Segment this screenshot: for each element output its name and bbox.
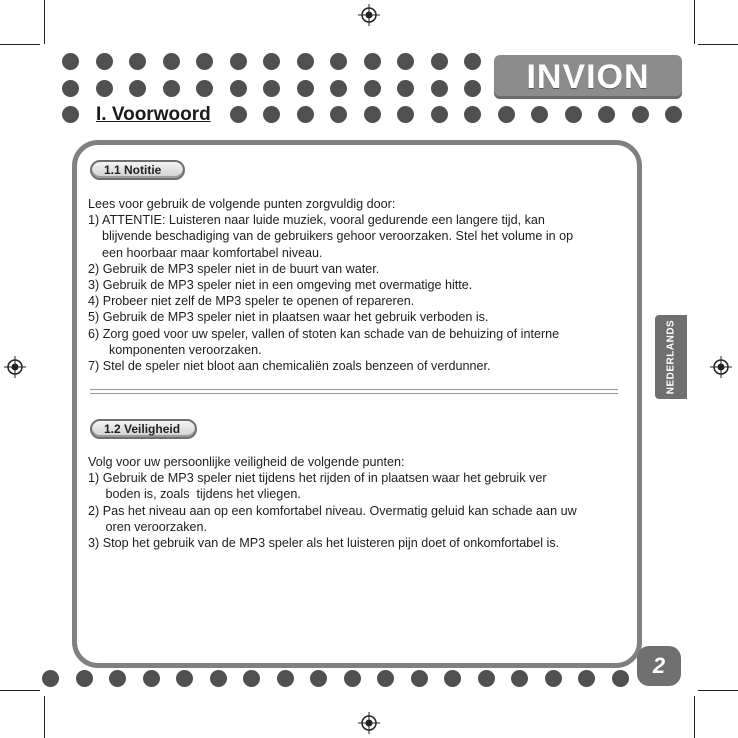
body-text-line: 2) Pas het niveau aan op een komfortabel niveau. Overmatig geluid kan schade aan uw [88, 503, 577, 518]
decorative-dot [230, 53, 247, 70]
decorative-dot [297, 106, 314, 123]
decorative-dot [431, 80, 448, 97]
decorative-dot [163, 53, 180, 70]
decorative-dot [464, 80, 481, 97]
decorative-dot [364, 80, 381, 97]
decorative-dot [263, 53, 280, 70]
decorative-dot [632, 106, 649, 123]
decorative-dot [62, 80, 79, 97]
brand-logo [494, 55, 682, 99]
divider [90, 393, 618, 394]
decorative-dot [578, 670, 595, 687]
decorative-dot [397, 53, 414, 70]
body-text-line: Lees voor gebruik de volgende punten zorgvuldig door: [88, 197, 396, 211]
body-text-line: 5) Gebruik de MP3 speler niet in plaatsen waar het gebruik verboden is. [88, 310, 489, 325]
decorative-dot [243, 670, 260, 687]
crop-mark [0, 690, 40, 691]
page-heading: I. Voorwoord [96, 104, 215, 126]
crop-mark [698, 44, 738, 45]
body-text-line: 6) Zorg goed voor uw speler, vallen of stoten kan schade van de behuizing of interne [88, 326, 560, 341]
body-text-line: 2) Gebruik de MP3 speler niet in de buurt van water. [88, 261, 380, 276]
decorative-dot [478, 670, 495, 687]
decorative-dot [176, 670, 193, 687]
body-text-line: 3) Gebruik de MP3 speler niet in een omgeving met overmatige hitte. [88, 278, 473, 292]
decorative-dot [531, 106, 548, 123]
decorative-dot [364, 53, 381, 70]
section-title-notitie: 1.1 Notitie [90, 160, 185, 180]
decorative-dot [196, 53, 213, 70]
decorative-dot [598, 106, 615, 123]
crop-mark [44, 0, 45, 44]
decorative-dot [129, 80, 146, 97]
decorative-dot [444, 670, 461, 687]
decorative-dot [196, 80, 213, 97]
registration-mark-icon [358, 712, 380, 734]
body-text-line: 7) Stel de speler niet bloot aan chemicaliën zoals benzeen of verdunner. [88, 359, 491, 373]
decorative-dot [62, 53, 79, 70]
decorative-dot [498, 106, 515, 123]
decorative-dot [143, 670, 160, 687]
body-text-line: komponenten veroorzaken. [88, 342, 262, 357]
decorative-dot [210, 670, 227, 687]
decorative-dot [263, 80, 280, 97]
decorative-dot [230, 106, 247, 123]
body-text-line: 3) Stop het gebruik van de MP3 speler als het luisteren pijn doet of onkomfortabel is. [88, 536, 560, 550]
body-text-line: boden is, zoals tijdens het vliegen. [88, 487, 301, 502]
decorative-dot [364, 106, 381, 123]
decorative-dot [612, 670, 629, 687]
decorative-dot [377, 670, 394, 687]
body-text-line: blijvende beschadiging van de gebruikers gehoor veroorzaken. Stel het volume in op [88, 229, 574, 244]
decorative-dot [665, 106, 682, 123]
decorative-dot [163, 80, 180, 97]
decorative-dot [96, 80, 113, 97]
divider [90, 389, 618, 390]
decorative-dot [511, 670, 528, 687]
crop-mark [698, 690, 738, 691]
decorative-dot [344, 670, 361, 687]
registration-mark-icon [710, 356, 732, 378]
language-tab [655, 315, 687, 399]
page-number: 2 [637, 646, 681, 686]
decorative-dot [330, 80, 347, 97]
body-text-line: Volg voor uw persoonlijke veiligheid de volgende punten: [88, 455, 405, 469]
language-tab-label: NEDERLANDS [665, 319, 677, 395]
section-title-veiligheid: 1.2 Veiligheid [90, 419, 197, 439]
decorative-dot [411, 670, 428, 687]
decorative-dot [62, 106, 79, 123]
crop-mark [694, 0, 695, 44]
body-text-line: 4) Probeer niet zelf de MP3 speler te openen of repareren. [88, 294, 415, 309]
decorative-dot [263, 106, 280, 123]
decorative-dot [42, 670, 59, 687]
decorative-dot [230, 80, 247, 97]
body-text-line: een hoorbaar maar komfortabel niveau. [88, 245, 323, 260]
decorative-dot [397, 106, 414, 123]
decorative-dot [129, 53, 146, 70]
decorative-dot [297, 53, 314, 70]
crop-mark [694, 696, 695, 738]
brand-logo-text: INVION [526, 57, 650, 96]
decorative-dot [565, 106, 582, 123]
decorative-dot [109, 670, 126, 687]
decorative-dot [297, 80, 314, 97]
body-text-line: 1) ATTENTIE: Luisteren naar luide muziek, vooral gedurende een langere tijd, kan [88, 213, 545, 228]
decorative-dot [431, 53, 448, 70]
decorative-dot [277, 670, 294, 687]
decorative-dot [76, 670, 93, 687]
decorative-dot [464, 106, 481, 123]
decorative-dot [464, 53, 481, 70]
body-text-line: oren veroorzaken. [88, 519, 208, 534]
decorative-dot [96, 53, 113, 70]
registration-mark-icon [358, 4, 380, 26]
decorative-dot [310, 670, 327, 687]
crop-mark [0, 44, 40, 45]
crop-mark [44, 696, 45, 738]
decorative-dot [431, 106, 448, 123]
registration-mark-icon [4, 356, 26, 378]
decorative-dot [330, 53, 347, 70]
decorative-dot [397, 80, 414, 97]
decorative-dot [545, 670, 562, 687]
body-text-line: 1) Gebruik de MP3 speler niet tijdens het rijden of in plaatsen waar het gebruik ver [88, 471, 547, 486]
decorative-dot [330, 106, 347, 123]
